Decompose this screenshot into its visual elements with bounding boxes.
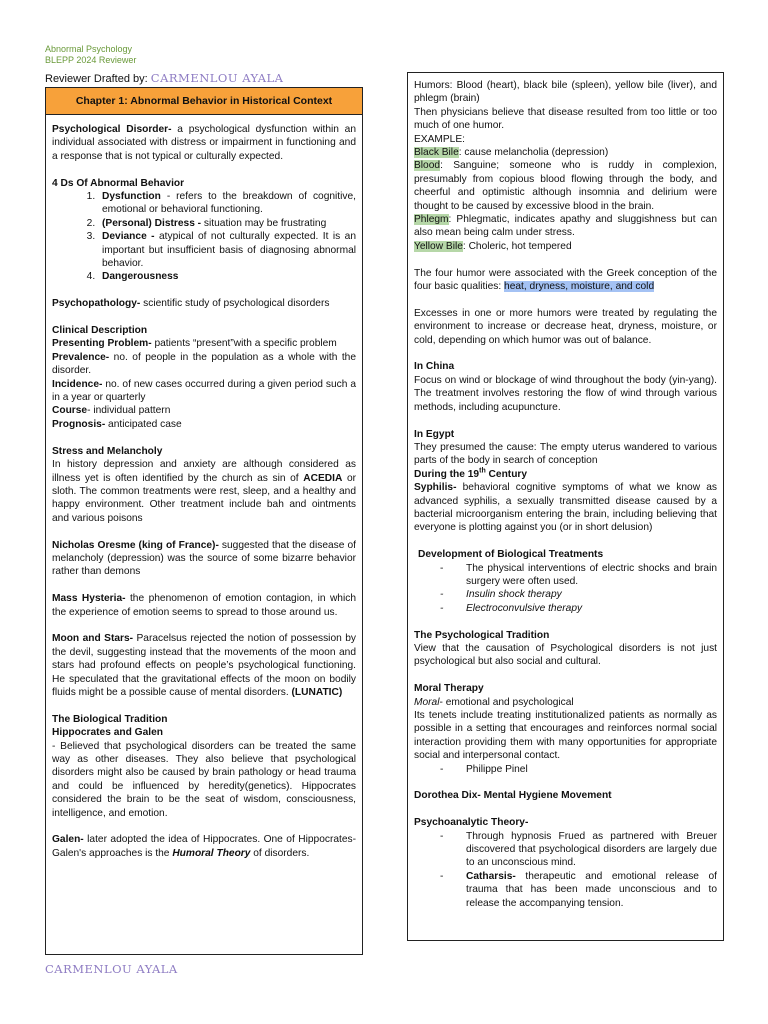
four-ds-list bbox=[52, 190, 356, 284]
list-item: 3. Deviance - atypical of not culturally expected. It is an important but insufficient basis of diagnosing abnormal behavior. bbox=[98, 230, 356, 270]
moral-list bbox=[414, 763, 717, 776]
moral-therapy-title: Moral Therapy bbox=[414, 683, 484, 695]
yellow-bile-def: Yellow Bile: Choleric, hot tempered bbox=[414, 240, 572, 252]
moon-def: Moon and Stars- Paracelsus rejected the notion of possession by the devil, suggesting instead that the movements of the moon and stars had profound effects on people’s psychological functioning. He speculated that the gravitational effects of the moon on bodily fluids might be a possible cause of mental disorders. (LUNATIC) bbox=[52, 633, 356, 698]
document-header bbox=[45, 44, 136, 66]
stress-title: Stress and Melancholy bbox=[52, 445, 163, 457]
course-title: Abnormal Psychology bbox=[45, 44, 133, 54]
reviewer-subtitle: BLEPP 2024 Reviewer bbox=[45, 55, 137, 65]
clinical-item: Prognosis- anticipated case bbox=[52, 418, 182, 430]
psychoanalytic-title: Psychoanalytic Theory- bbox=[414, 817, 529, 829]
clinical-title: Clinical Description bbox=[52, 325, 148, 337]
psychopathology-def: Psychopathology- scientific study of psychological disorders bbox=[52, 298, 330, 310]
author-name: CARMENLOU AYALA bbox=[150, 71, 284, 85]
clinical-item: Incidence- no. of new cases occurred during a given period such a in a year or quarterly bbox=[52, 378, 356, 404]
egypt-text: They presumed the cause: The empty uterus wandered to various parts of the body in search of conception bbox=[414, 441, 717, 467]
psych-tradition-title: The Psychological Tradition bbox=[414, 629, 550, 641]
hippocrates-text: - Believed that psychological disorders can be treated the same way as other diseases. They also believe that psychological disorders might also be caused by brain pathology or head trauma and could be influenced by heredity(genetics). Hippocrates considered the brain to be the seat of wisdom, consciousness, intelligence, and emotion. bbox=[52, 740, 356, 819]
right-column bbox=[407, 72, 724, 941]
stress-text: In history depression and anxiety are although considered as illness yet is often identified by the church as sin of ACEDIA or sloth. The common treatments were rest, sleep, and a healthy and happy environment. Other treatment include bah and ointments and various poisons bbox=[52, 459, 357, 524]
hysteria-def: Mass Hysteria- the phenomenon of emotion contagion, in which the experience of emotion seems to spread to those around us. bbox=[52, 593, 356, 618]
moral-def: Moral- emotional and psychological bbox=[414, 696, 574, 708]
example-label: EXAMPLE: bbox=[414, 133, 465, 145]
china-title: In China bbox=[414, 361, 455, 373]
bio-treatments-list bbox=[414, 562, 717, 616]
four-ds-title: 4 Ds Of Abnormal Behavior bbox=[52, 177, 185, 189]
century-title: During the 19th Century bbox=[414, 467, 528, 480]
list-item: 4. Dangerousness bbox=[98, 270, 356, 283]
oresme-def: Nicholas Oresme (king of France)- suggested that the disease of melancholy (depression) was the source of some bizarre behavior rather than demons bbox=[52, 539, 356, 578]
physicians-text: Then physicians believe that disease resulted from too little or too much of one humor. bbox=[414, 106, 717, 132]
bio-tradition-title: The Biological Tradition bbox=[52, 713, 168, 725]
bio-treatments-title: Development of Biological Treatments bbox=[418, 549, 604, 561]
black-bile-def: Black Bile: cause melancholia (depression) bbox=[414, 147, 609, 159]
excesses-text: Excesses in one or more humors were treated by regulating the environment to increase or decrease heat, dryness, moisture, or cold, depending on which humor was out of balance. bbox=[414, 307, 717, 346]
psych-disorder-def: Psychological Disorder- a psychological dysfunction within an individual associated with distress or impairment in functioning and a response that is not typical or culturally expected. bbox=[52, 124, 357, 162]
clinical-item: Course- individual pattern bbox=[52, 405, 171, 417]
egypt-title: In Egypt bbox=[414, 428, 455, 440]
footer-author: CARMENLOU AYALA bbox=[45, 962, 178, 976]
drafted-label: Reviewer Drafted by: bbox=[45, 73, 148, 85]
list-item: 1. Dysfunction - refers to the breakdown of cognitive, emotional or behavioral functioning. bbox=[98, 190, 356, 217]
psych-tradition-text: View that the causation of Psychological disorders is not just psychological but also social and cultural. bbox=[414, 642, 717, 668]
four-humor-text: The four humor were associated with the Greek conception of the four basic qualities: heat, dryness, moisture, and cold bbox=[414, 267, 717, 293]
clinical-item: Prevalence- no. of people in the population as a whole with the disorder. bbox=[52, 351, 356, 377]
left-column bbox=[45, 87, 363, 955]
dix-title: Dorothea Dix- Mental Hygiene Movement bbox=[414, 790, 612, 802]
china-text: Focus on wind or blockage of wind throughout the body (yin-yang). The treatment involves restoring the flow of wind through various methods, including acupuncture. bbox=[414, 374, 717, 413]
hippocrates-title: Hippocrates and Galen bbox=[52, 727, 163, 739]
clinical-item: Presenting Problem- patients “present”with a specific problem bbox=[52, 338, 337, 350]
psychoanalytic-list bbox=[414, 830, 717, 910]
phlegm-def: Phlegm: Phlegmatic, indicates apathy and sluggishness but can also mean being calm under stress. bbox=[414, 214, 717, 239]
humors-text: Humors: Blood (heart), black bile (spleen), yellow bile (liver), and phlegm (brain) bbox=[414, 80, 717, 105]
list-item: - Insulin shock therapy bbox=[460, 588, 717, 601]
galen-def: Galen- later adopted the idea of Hippocrates. One of Hippocrates- Galen's approaches is the Humoral Theory of disorders. bbox=[52, 834, 356, 859]
chapter-title: Chapter 1: Abnormal Behavior in Historical Context bbox=[46, 88, 362, 115]
drafted-by-line bbox=[45, 71, 283, 85]
list-item: - The physical interventions of electric shocks and brain surgery were often used. bbox=[460, 562, 717, 589]
blood-def: Blood: Sanguine; someone who is ruddy in complexion, presumably from copious blood flowing through the body, and cheerful and optimistic although insomnia and delirium were thought to be caused by excessive blood in the brain. bbox=[414, 160, 717, 212]
list-item: 2. (Personal) Distress - situation may be frustrating bbox=[98, 217, 356, 230]
list-item: - Through hypnosis Frued as partnered with Breuer discovered that psychological disorders are largely due to an unconscious mind. bbox=[460, 830, 717, 870]
moral-text: Its tenets include treating institutionalized patients as normally as possible in a setting that encourages and reinforces normal social interaction providing them with many opportunities for appropriate social and interpersonal contact. bbox=[414, 709, 717, 762]
list-item: - Philippe Pinel bbox=[460, 763, 717, 776]
list-item: - Catharsis- therapeutic and emotional release of trauma that has been made unconscious and to release the accompanying tension. bbox=[460, 870, 717, 910]
syphilis-def: Syphilis- behavioral cognitive symptoms of what we know as advanced syphilis, a sexually transmitted disease caused by a bacterial microorganism entering the brain, including believing that everyone is plotting against you (or in short delusion) bbox=[414, 482, 717, 534]
list-item: - Electroconvulsive therapy bbox=[460, 602, 717, 615]
